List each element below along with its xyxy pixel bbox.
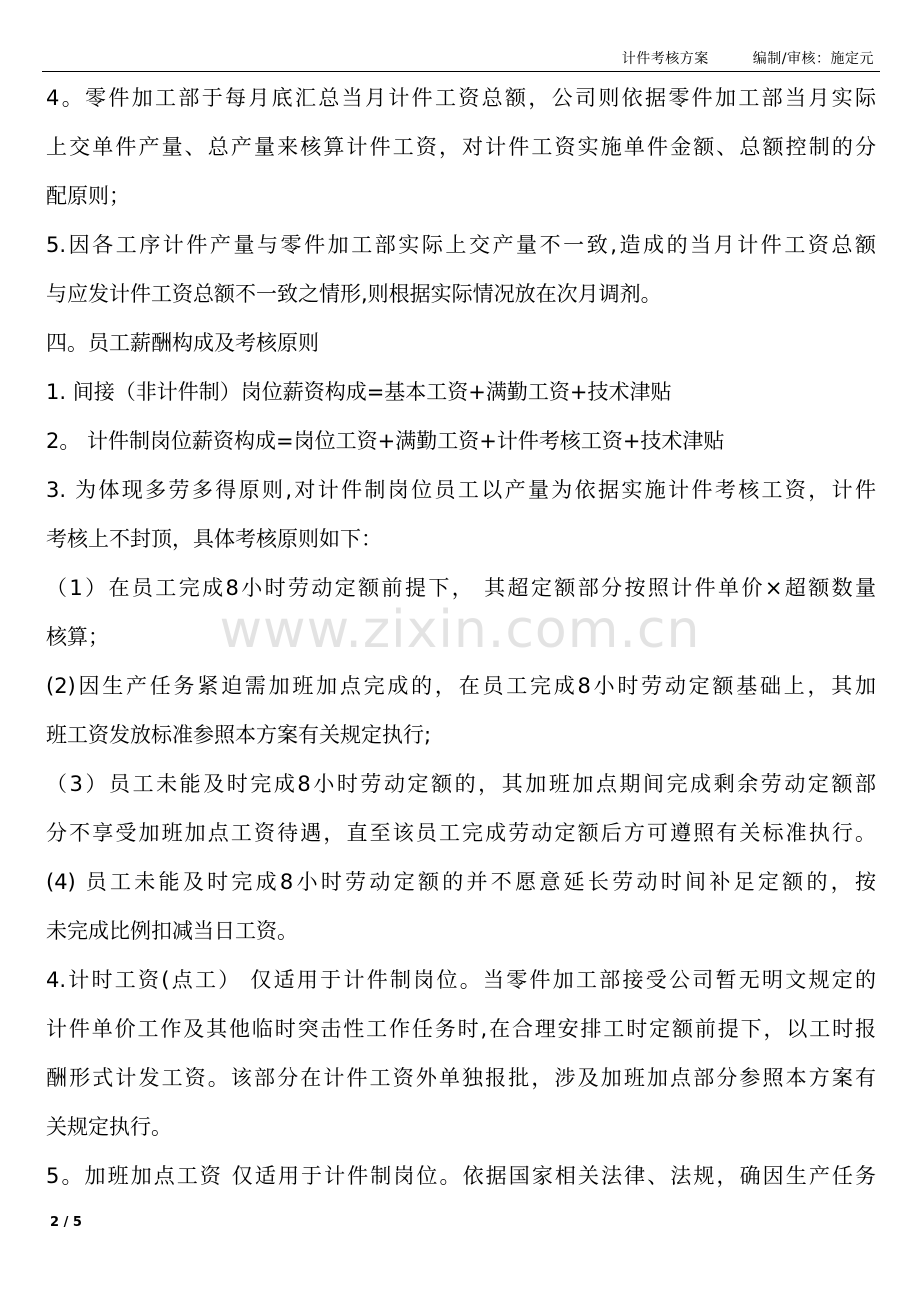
text-line-11: （1）在员工完成8小时劳动定额前提下， 其超定额部分按照计件单价×超额数量 bbox=[46, 576, 876, 600]
text-line-15: （3）员工未能及时完成8小时劳动定额的，其加班加点期间完成剩余劳动定额部 bbox=[46, 772, 876, 796]
header-doc-title: 计件考核方案 bbox=[621, 51, 709, 67]
text-line-23: 5。加班加点工资 仅适用于计件制岗位。依据国家相关法律、法规，确因生产任务 bbox=[46, 1164, 876, 1188]
text-line-22: 关规定执行。 bbox=[46, 1115, 172, 1139]
page-number: 2 / 5 bbox=[50, 1215, 82, 1230]
text-line-20: 计件单价工作及其他临时突击性工作任务时,在合理安排工时定额前提下，以工时报 bbox=[46, 1017, 876, 1041]
text-line-4: 5.因各工序计件产量与零件加工部实际上交产量不一致,造成的当月计件工资总额 bbox=[46, 233, 876, 257]
section-heading-4: 四。员工薪酬构成及考核原则 bbox=[46, 331, 319, 355]
text-line-14: 班工资发放标准参照本方案有关规定执行; bbox=[46, 723, 432, 747]
text-line-16: 分不享受加班加点工资待遇，直至该员工完成劳动定额后方可遵照有关标准执行。 bbox=[46, 821, 876, 845]
text-line-2: 上交单件产量、总产量来核算计件工资，对计件工资实施单件金额、总额控制的分 bbox=[46, 135, 876, 159]
text-line-1: 4。零件加工部于每月底汇总当月计件工资总额，公司则依据零件加工部当月实际 bbox=[46, 86, 876, 110]
text-line-21: 酬形式计发工资。该部分在计件工资外单独报批，涉及加班加点部分参照本方案有 bbox=[46, 1066, 876, 1090]
text-line-8: 2。 计件制岗位薪资构成=岗位工资+满勤工资+计件考核工资+技术津贴 bbox=[46, 429, 725, 453]
text-line-12: 核算； bbox=[46, 625, 109, 649]
text-line-19: 4.计时工资(点工） 仅适用于计件制岗位。当零件加工部接受公司暂无明文规定的 bbox=[46, 968, 876, 992]
text-line-18: 未完成比例扣减当日工资。 bbox=[46, 919, 298, 943]
text-line-17: (4) 员工未能及时完成8小时劳动定额的并不愿意延长劳动时间补足定额的，按 bbox=[46, 870, 876, 894]
page-header bbox=[622, 48, 874, 68]
header-rule bbox=[42, 71, 880, 72]
watermark: www.zixin.com.cn bbox=[219, 600, 701, 660]
text-line-5: 与应发计件工资总额不一致之情形,则根据实际情况放在次月调剂。 bbox=[46, 282, 662, 306]
header-author: 编制/审核：施定元 bbox=[752, 51, 874, 67]
text-line-9: 3. 为体现多劳多得原则,对计件制岗位员工以产量为依据实施计件考核工资，计件 bbox=[46, 478, 876, 502]
document-body bbox=[46, 74, 876, 1201]
text-line-3: 配原则； bbox=[46, 184, 130, 208]
text-line-7: 1. 间接（非计件制）岗位薪资构成=基本工资+满勤工资+技术津贴 bbox=[46, 380, 672, 404]
text-line-10: 考核上不封顶，具体考核原则如下： bbox=[46, 527, 382, 551]
text-line-13: (2)因生产任务紧迫需加班加点完成的，在员工完成8小时劳动定额基础上，其加 bbox=[46, 674, 876, 698]
